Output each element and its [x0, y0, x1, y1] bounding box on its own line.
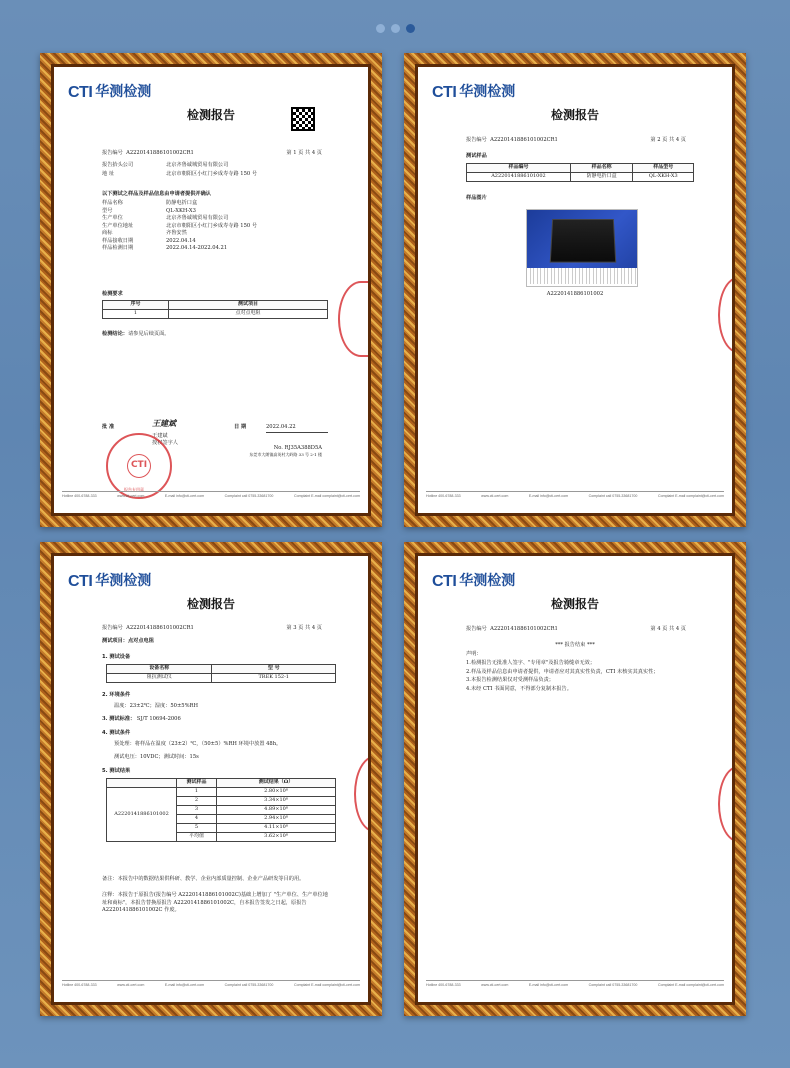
report-page-4: CTI 华测检测 检测报告 报告编号 A2220141886101002CR1 第 4 页 共 4 页 *** 报告结束 *** 声明： 1.检测报告无批准人签字、"专用章"及报告骑缝章无效； 2.样品及样品信息由申请者提供，申请者应对其真实性负责，CTI 未核实其真实性； 3.本报告检测结果仅对受测样品负责； 4.未经 CTI 书面同意，不得部分复制本报告。 Hotline 400-6788-333 www.cti-cert.com E-mail info@cti-cert.com Complaint call 0755-33681700 Complaint E-mail complaint@cti-cert.com — [404, 542, 746, 1016]
info-row: 样品名称 防静电折口盒 — [102, 200, 198, 206]
page-footer: Hotline 400-6788-333 www.cti-cert.com E-mail info@cti-cert.com Complaint call 0755-33681700 Complaint E-mail complaint@cti-cert.com — [62, 491, 360, 499]
cti-logo: CTI 华测检测 — [432, 573, 516, 590]
result-table: 测试样品 测试结果（Ω） A2220141886101002 1 2.80×10⁸ 2 3.34×10⁸ 3 4.89×10⁸ 4 2.94×10⁸ 5 4.11×10⁸ 平均值 3.62×10⁸ — [106, 778, 336, 842]
report-title: 检测报告 — [186, 108, 235, 122]
page-footer: Hotline 400-6788-333 www.cti-cert.com E-mail info@cti-cert.com Complaint call 0755-33681700 Complaint E-mail complaint@cti-cert.com — [62, 980, 360, 988]
info-row: 生产单位地址 北京市朝阳区小红门乡成寿寺路 150 号 — [102, 222, 258, 229]
sample-table: 样品编号 样品名称 样品型号 A2220141886101002 防静电折口盒 QL-XKH-X3 — [466, 163, 694, 182]
result-row: 2 3.34×10⁸ — [107, 797, 336, 806]
carousel-dot[interactable] — [376, 24, 385, 33]
info-row: 生产单位 北京齐鲁诚城贸易有限公司 — [102, 215, 229, 222]
report-seal-stamp: CTI — [106, 433, 172, 499]
carousel-dot-active[interactable] — [406, 24, 415, 33]
report-title: 检测报告 — [550, 597, 599, 611]
sample-info — [102, 200, 257, 253]
cti-logo: CTI 华测检测 — [68, 84, 152, 101]
report-page-3: CTI 华测检测 检测报告 报告编号 A2220141886101002CR1 第 3 页 共 4 页 测试项目：点对点电阻 1. 测试设备 设备名称 型 号 阻抗测试仪 TREK 152-1 2. 环境条件 温度：23±2℃；湿度：50±5%RH 3. 测试标准： SJ/T 10694-2006 4. 测试条件 预处理：将样品在温度（23±2）℃，（50±5）%RH 环境中放置 48h。 测试电压：10VDC；测试时间：15s 5. 测试结果 测试样品 测试结果（Ω） A2220141886101002 1 2.80×10⁸ 2 3.34×10⁸ 3 4.89×10⁸ 4 2.94×10⁸ 5 4.11×10⁸ 平均值 3.62×10⁸ 备注：本报告中的数据结果供科研、教学、企业内部质量控制、企业产品研发等目的用。 注释：本报告于原报告(报告编号 A2220141886101002C)基础上增加了 "生产单位、生产单位地址和商标"，本报告替换原报告 A2220141886101002C，自本报告签发之日起，原报告 A2220141886101002C 作废。 Hotline 400-6788-333 www.cti-cert.com E-mail info@cti-cert.com Complaint call 0755-33681700 Complaint E-mail complaint@cti-cert.com — [40, 542, 382, 1016]
requirement-table: 序号 测试项目 1 点对点电阻 — [102, 300, 328, 319]
report-end: *** 报告结束 *** — [555, 642, 595, 648]
carousel-dots — [0, 24, 790, 33]
info-row: 型号 QL-XKH-X3 — [102, 207, 196, 214]
report-number: A2220141886101002CR1 — [126, 150, 194, 156]
page-number: 第 1 页 共 4 页 — [286, 150, 322, 156]
report-page-1: CTI 华测检测 检测报告 报告编号 A2220141886101002CR1 第 1 页 共 4 页 报告抬头公司 北京齐鲁诚城贸易有限公司 地 址 北京市朝阳区小红门乡成寿寺路 150 号 以下测试之样品及样品信息由申请者提供并确认 样品名称 防静电折口盒 型号 QL-XKH-X3 生产单位 北京齐鲁诚城贸易有限公司 生产单位地址 北京市朝阳区小红门乡成寿寺路 150 号 商标 齐鲁安然 样品接收日期 2022.04.14 样品检测日期 2022.04.14-2022.04.21 检测要求 序号 测试项目 1 点对点电阻 检测结论： 请参见后续页面。 批 准 王建斌 王建斌 授权签字人 日 期 2022.04.22 No. RJ35A388D5A 东莞市大朗镇高英村大岭路 33 号 2-1 楼 CTI 报告专用章 Hotline 400-6788-333 www.cti-cert.com E-mail info@cti-cert.com Complaint call 0755-33681700 Complaint E-mail complaint@cti-cert.com — [40, 53, 382, 527]
qr-code-icon — [291, 107, 315, 131]
result-row: 平均值 3.62×10⁸ — [107, 833, 336, 842]
statements: 1.检测报告无批准人签字、"专用章"及报告骑缝章无效； 2.样品及样品信息由申请者提供，申请者应对其真实性负责，CTI 未核实其真实性； 3.本报告检测结果仅对受测样品负责； 4.未经 CTI 书面同意，不得部分复制本报告。 — [466, 660, 659, 692]
report-title: 检测报告 — [186, 597, 235, 611]
cti-logo: CTI 华测检测 — [68, 573, 152, 590]
page-footer: Hotline 400-6788-333 www.cti-cert.com E-mail info@cti-cert.com Complaint call 0755-33681700 Complaint E-mail complaint@cti-cert.com — [426, 491, 724, 499]
edge-seal-stamp — [338, 281, 368, 357]
confirm-title: 以下测试之样品及样品信息由申请者提供并确认 — [102, 191, 211, 197]
black-box-icon — [550, 219, 617, 263]
info-row: 样品接收日期 2022.04.14 — [102, 237, 196, 244]
result-row: 4 2.94×10⁸ — [107, 815, 336, 824]
result-row: A2220141886101002 1 2.80×10⁸ — [107, 788, 336, 797]
info-row: 商标 齐鲁安然 — [102, 230, 187, 237]
report-title: 检测报告 — [550, 108, 599, 122]
report-page-2: CTI 华测检测 检测报告 报告编号 A2220141886101002CR1 第 2 页 共 4 页 测试样品 样品编号 样品名称 样品型号 A2220141886101002 防静电折口盒 QL-XKH-X3 样品图片 A2220141886101002 Hotline 400-6788-333 www.cti-cert.com E-mail info@cti-cert.com Complaint call 0755-33681700 Complaint E-mail complaint@cti-cert.com — [404, 53, 746, 527]
edge-seal-stamp — [718, 766, 732, 842]
cti-logo: CTI 华测检测 — [432, 84, 516, 101]
signature: 王建斌 — [152, 418, 176, 428]
result-row: 5 4.11×10⁸ — [107, 824, 336, 833]
edge-seal-stamp — [718, 277, 732, 353]
carousel-dot[interactable] — [391, 24, 400, 33]
equipment-table: 设备名称 型 号 阻抗测试仪 TREK 152-1 — [106, 664, 336, 683]
sample-photo — [526, 209, 638, 287]
page-footer: Hotline 400-6788-333 www.cti-cert.com E-mail info@cti-cert.com Complaint call 0755-33681700 Complaint E-mail complaint@cti-cert.com — [426, 980, 724, 988]
result-row: 3 4.89×10⁸ — [107, 806, 336, 815]
info-row: 样品检测日期 2022.04.14-2022.04.21 — [102, 245, 228, 252]
edge-seal-stamp — [354, 756, 368, 832]
